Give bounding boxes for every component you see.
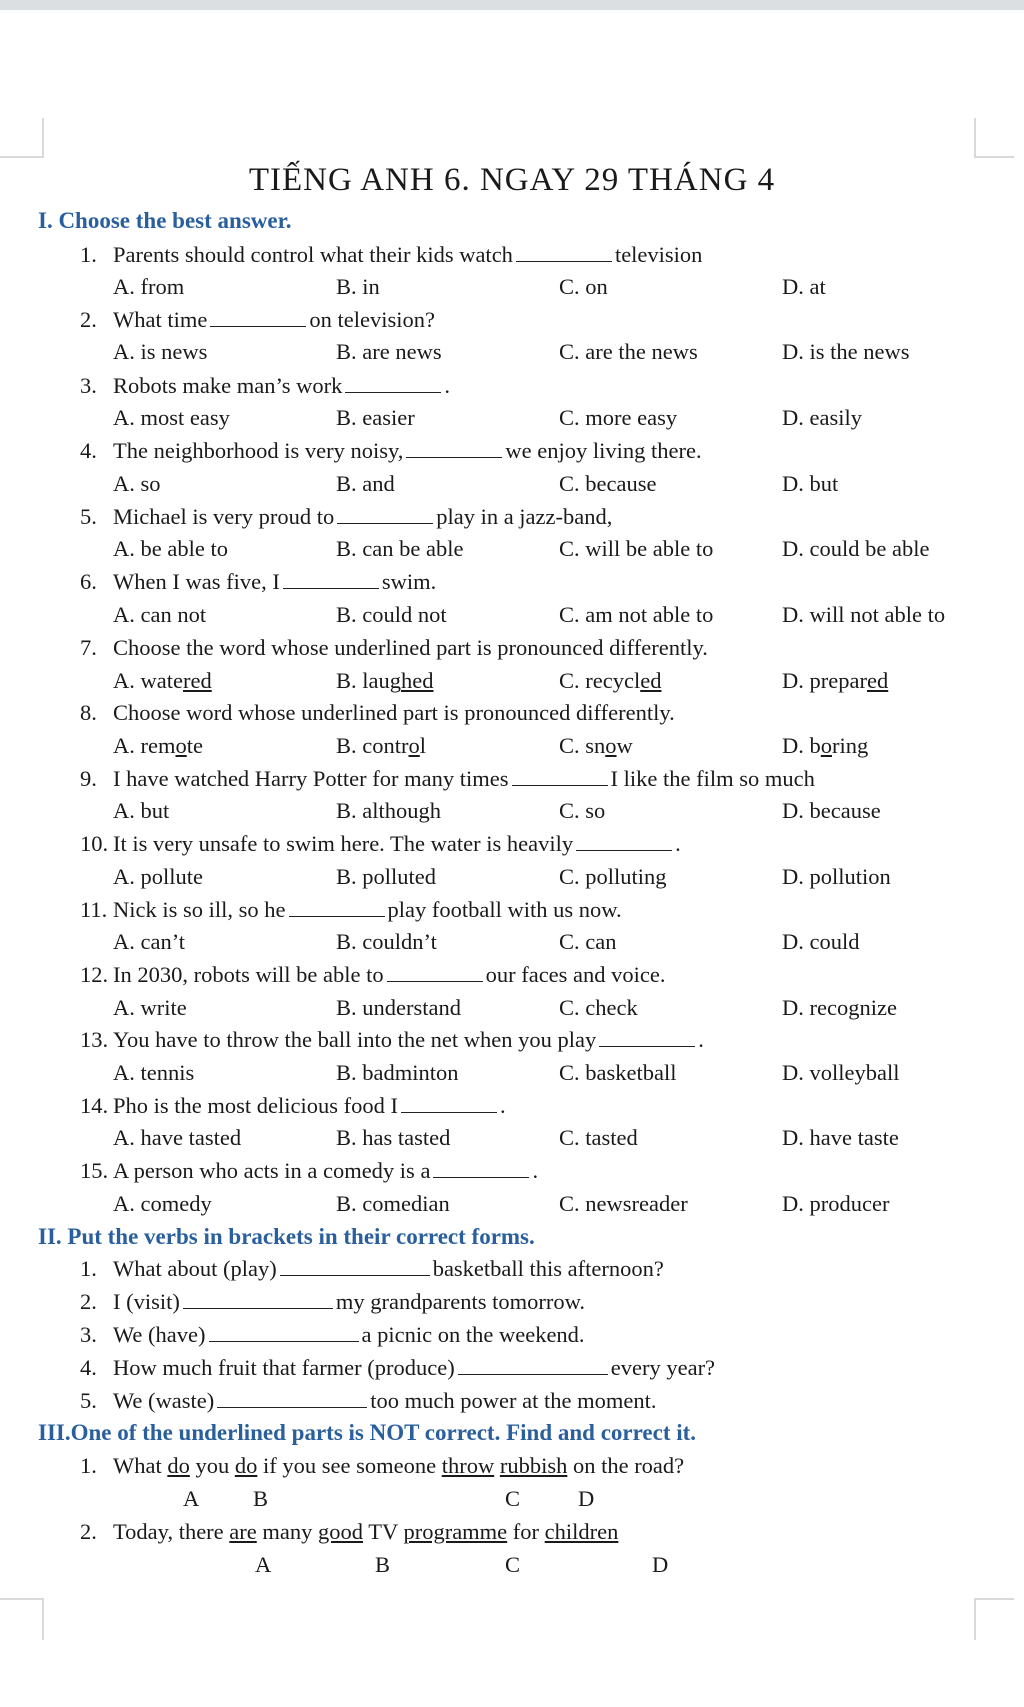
question-1: 1. Parents should control what their kids watch television [80,242,703,267]
underlined-part-b[interactable]: good [318,1519,364,1544]
answer-blank[interactable] [599,1025,695,1047]
answer-blank[interactable] [345,371,441,393]
question-5: 5. Michael is very proud to play in a jazz-band, [80,504,613,529]
option-c[interactable]: C. newsreader [559,1191,688,1216]
option-c[interactable]: C. check [559,995,638,1020]
option-b[interactable]: B. laughed [336,668,434,693]
question-7-options [0,666,1024,696]
option-d[interactable]: D. easily [782,405,862,430]
question-13: 13. You have to throw the ball into the net when you play . [80,1027,704,1052]
question-7: 7. Choose the word whose underlined part is pronounced differently. [80,635,708,660]
page-corner-mark-top-left [0,118,44,158]
question-4: 4. The neighborhood is very noisy, we enjoy living there. [80,438,702,463]
option-b[interactable]: B. easier [336,405,415,430]
option-b[interactable]: B. has tasted [336,1125,451,1150]
option-a[interactable]: A. can not [113,602,207,627]
question-8-options [0,731,1024,761]
option-b[interactable]: B. understand [336,995,461,1020]
page-corner-mark-bottom-left [0,1598,44,1640]
option-a[interactable]: A. have tasted [113,1125,242,1150]
option-c[interactable]: C. recycled [559,668,662,693]
underlined-part-a[interactable]: do [167,1453,190,1478]
label-c: C [505,1552,521,1577]
section-2-heading: II. Put the verbs in brackets in their correct forms. [38,1224,535,1249]
underlined-part-c[interactable]: programme [403,1519,508,1544]
section-3-heading: III.One of the underlined parts is NOT correct. Find and correct it. [38,1420,697,1445]
page-corner-mark-bottom-right [974,1598,1014,1640]
option-c[interactable]: C. snow [559,733,633,758]
answer-blank[interactable] [280,1254,430,1276]
option-d[interactable]: D. pollution [782,864,891,889]
option-d[interactable]: D. is the news [782,339,910,364]
option-d[interactable]: D. have taste [782,1125,899,1150]
question-2: 2. What time on television? [80,307,435,332]
answer-blank[interactable] [458,1353,608,1375]
option-d[interactable]: D. will not able to [782,602,946,627]
question-10: 10. It is very unsafe to swim here. The water is heavily . [80,831,681,856]
option-a[interactable]: A. most easy [113,405,230,430]
option-a[interactable]: A. tennis [113,1060,195,1085]
option-a[interactable]: A. watered [113,668,212,693]
option-a[interactable]: A. is news [113,339,208,364]
option-b[interactable]: B. could not [336,602,447,627]
underlined-part-d[interactable]: children [544,1519,619,1544]
option-b[interactable]: B. can be able [336,536,464,561]
verb-item-3: 3. We (have) a picnic on the weekend. [80,1322,585,1347]
option-a[interactable]: A. be able to [113,536,228,561]
option-a[interactable]: A. can’t [113,929,186,954]
question-11-options [0,927,1024,957]
viewer-top-bar [0,0,1024,10]
option-c[interactable]: C. can [559,929,617,954]
answer-blank[interactable] [283,567,379,589]
label-b: B [253,1486,269,1511]
question-14: 14. Pho is the most delicious food I . [80,1093,506,1118]
question-8: 8. Choose word whose underlined part is pronounced differently. [80,700,675,725]
answer-blank[interactable] [337,502,433,524]
option-d[interactable]: D. boring [782,733,869,758]
option-d[interactable]: D. prepared [782,668,889,693]
option-c[interactable]: C. basketball [559,1060,677,1085]
label-b: B [375,1552,391,1577]
page-title: TIẾNG ANH 6. NGAY 29 THÁNG 4 [248,162,776,198]
answer-blank[interactable] [210,305,306,327]
underlined-part-d[interactable]: rubbish [499,1453,568,1478]
option-c[interactable]: C. are the news [559,339,698,364]
answer-blank[interactable] [209,1320,359,1342]
option-d[interactable]: D. but [782,471,839,496]
answer-blank[interactable] [183,1287,333,1309]
question-5-options [0,534,1024,564]
question-13-options [0,1058,1024,1088]
option-b[interactable]: B. badminton [336,1060,459,1085]
option-c[interactable]: C. tasted [559,1125,638,1150]
option-c[interactable]: C. so [559,798,606,823]
option-a[interactable]: A. from [113,274,185,299]
option-d[interactable]: D. producer [782,1191,890,1216]
question-12-options [0,993,1024,1023]
option-c[interactable]: C. will be able to [559,536,714,561]
option-c[interactable]: C. on [559,274,608,299]
option-b[interactable]: B. polluted [336,864,436,889]
question-6-options [0,600,1024,630]
answer-blank[interactable] [401,1091,497,1113]
label-d: D [652,1552,669,1577]
question-14-options [0,1123,1024,1153]
answer-blank[interactable] [576,829,672,851]
option-d[interactable]: D. could [782,929,860,954]
option-b[interactable]: B. comedian [336,1191,450,1216]
question-3: 3. Robots make man’s work . [80,373,450,398]
question-1-options [0,272,1024,302]
page-corner-mark-top-right [974,118,1014,158]
option-b[interactable]: B. couldn’t [336,929,437,954]
underlined-part-b[interactable]: do [234,1453,258,1478]
answer-blank[interactable] [387,960,483,982]
option-c[interactable]: C. am not able to [559,602,714,627]
option-a[interactable]: A. so [113,471,161,496]
verb-item-5: 5. We (waste) too much power at the moment. [80,1388,657,1413]
option-a[interactable]: A. write [113,995,187,1020]
answer-blank[interactable] [406,436,502,458]
option-d[interactable]: D. because [782,798,881,823]
verb-item-4: 4. How much fruit that farmer (produce) every year? [80,1355,716,1380]
option-b[interactable]: B. and [336,471,395,496]
question-15: 15. A person who acts in a comedy is a . [80,1158,539,1183]
option-b[interactable]: B. in [336,274,380,299]
option-a[interactable]: A. remote [113,733,203,758]
option-c[interactable]: C. more easy [559,405,678,430]
question-12: 12. In 2030, robots will be able to our faces and voice. [80,962,666,987]
underlined-part-c[interactable]: throw [441,1453,495,1478]
question-6: 6. When I was five, I swim. [80,569,437,594]
option-b[interactable]: B. although [336,798,441,823]
answer-blank[interactable] [512,764,608,786]
question-10-options [0,862,1024,892]
option-b[interactable]: B. are news [336,339,442,364]
question-15-options [0,1189,1024,1219]
label-a: A [183,1486,200,1511]
option-d[interactable]: D. at [782,274,826,299]
verb-item-1: 1. What about (play) basketball this afternoon? [80,1256,664,1281]
option-c[interactable]: C. because [559,471,657,496]
label-c: C [505,1486,521,1511]
option-d[interactable]: D. recognize [782,995,897,1020]
option-d[interactable]: D. could be able [782,536,930,561]
underlined-part-a[interactable]: are [229,1519,257,1544]
label-d: D [578,1486,595,1511]
question-11: 11. Nick is so ill, so he play football with us now. [80,897,622,922]
answer-blank[interactable] [289,895,385,917]
error-sentence-2: 2. Today, there are many good TV programme for children [80,1519,619,1544]
verb-item-2: 2. I (visit) my grandparents tomorrow. [80,1289,585,1314]
question-3-options [0,403,1024,433]
answer-blank[interactable] [433,1156,529,1178]
question-9-options [0,796,1024,826]
question-2-options [0,337,1024,367]
answer-blank[interactable] [516,240,612,262]
question-9: 9. I have watched Harry Potter for many times I like the film so much [80,766,815,791]
option-d[interactable]: D. volleyball [782,1060,900,1085]
option-a[interactable]: A. but [113,798,170,823]
error-sentence-1: 1. What do you do if you see someone throw rubbish on the road? [80,1453,685,1478]
answer-blank[interactable] [217,1386,367,1408]
option-a[interactable]: A. comedy [113,1191,212,1216]
option-a[interactable]: A. pollute [113,864,203,889]
question-4-options [0,469,1024,499]
label-a: A [255,1552,272,1577]
section-1-heading: I. Choose the best answer. [38,208,292,233]
option-c[interactable]: C. polluting [559,864,667,889]
option-b[interactable]: B. control [336,733,427,758]
